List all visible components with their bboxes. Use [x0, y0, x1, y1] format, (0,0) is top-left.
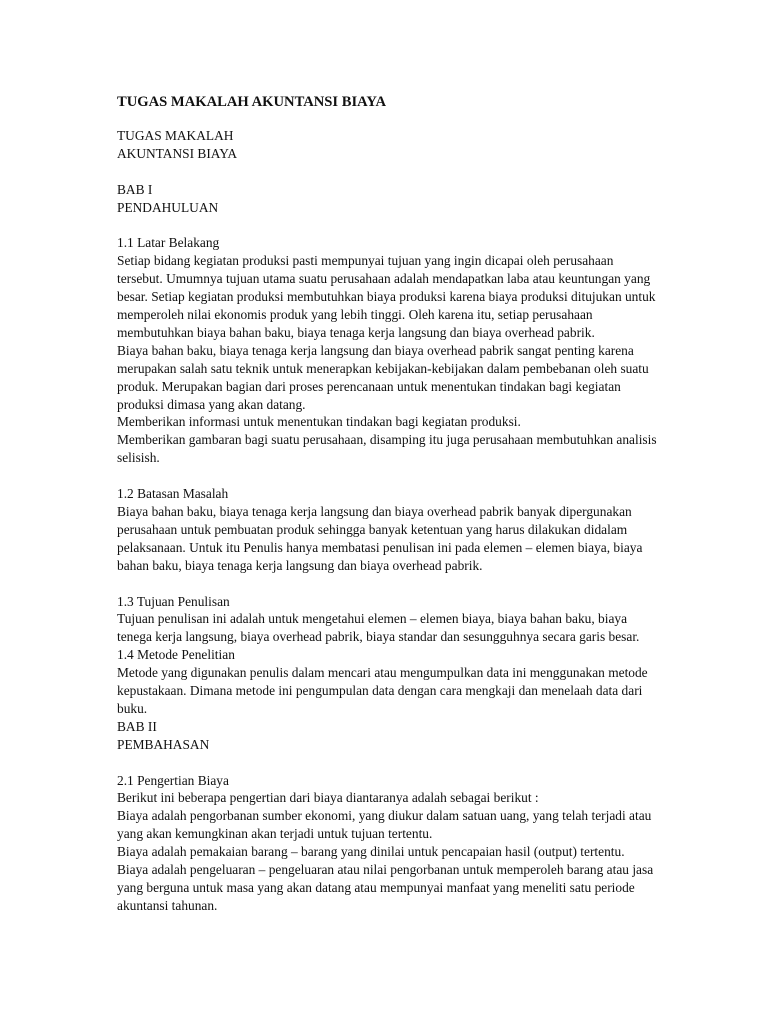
section-1-1-paragraph-4: Memberikan gambaran bagi suatu perusahaan, disamping itu juga perusahaan membutuhkan analisis selisish.: [117, 432, 657, 466]
section-2-1-paragraph-1: Berikut ini beberapa pengertian dari biaya diantaranya adalah sebagai berikut :: [117, 790, 539, 806]
subtitle-line-2: AKUNTANSI BIAYA: [117, 145, 238, 161]
chapter-2-label: BAB II: [117, 718, 157, 734]
chapter-2-title: PEMBAHASAN: [117, 736, 210, 752]
section-1-4-heading: 1.4 Metode Penelitian: [117, 647, 235, 663]
subtitle-line-1: TUGAS MAKALAH: [117, 128, 234, 143]
section-1-3-paragraph-1: Tujuan penulisan ini adalah untuk mengetahui elemen – elemen biaya, biaya bahan baku, biaya tenega kerja langsung, biaya overhead pabrik, biaya standar dan sesungguhnya secara garis besar.: [117, 611, 640, 645]
chapter-1-title: PENDAHULUAN: [117, 199, 219, 215]
section-1-2-paragraph-1: Biaya bahan baku, biaya tenaga kerja langsung dan biaya overhead pabrik banyak dipergunakan perusahaan untuk pembuatan produk sehingga banyak ketentuan yang harus dilakukan didalam pelaksanaan. Untuk itu Penulis hanya membatasi penulisan ini pada elemen – elemen biaya, biaya bahan baku, biaya tenaga kerja langsung dan biaya overhead pabrik.: [117, 503, 643, 573]
section-2-1-paragraph-2: Biaya adalah pengorbanan sumber ekonomi, yang diukur dalam satuan uang, yang telah terjadi atau yang akan kemungkinan akan terjadi untuk tujuan tertentu.: [117, 808, 652, 842]
section-1-1-heading: 1.1 Latar Belakang: [117, 235, 220, 251]
section-1-1-paragraph-3: Memberikan informasi untuk menentukan tindakan bagi kegiatan produksi.: [117, 414, 521, 430]
section-2-1-paragraph-4: Biaya adalah pengeluaran – pengeluaran atau nilai pengorbanan untuk memperoleh barang atau jasa yang berguna untuk masa yang akan datang atau mempunyai manfaat yang meneliti satu periode akuntansi tahunan.: [117, 862, 654, 913]
section-1-3-heading: 1.3 Tujuan Penulisan: [117, 593, 230, 609]
section-2-1-heading: 2.1 Pengertian Biaya: [117, 772, 229, 788]
section-2-1-paragraph-3: Biaya adalah pemakaian barang – barang yang dinilai untuk pencapaian hasil (output) tertentu.: [117, 844, 625, 860]
section-1-2-heading: 1.2 Batasan Masalah: [117, 486, 229, 502]
section-1-1-paragraph-2: Biaya bahan baku, biaya tenaga kerja langsung dan biaya overhead pabrik sangat penting karena merupakan salah satu teknik untuk menerapkan kebijakan-kebijakan dalam pembebanan oleh suatu produk. Merupakan bagian dari proses perencanaan untuk menentukan tindakan bagi kegiatan produksi dimasa yang akan datang.: [117, 342, 649, 412]
section-1-1-paragraph-1: Setiap bidang kegiatan produksi pasti mempunyai tujuan yang ingin dicapai oleh perusahaan tersebut. Umumnya tujuan utama suatu perusahaan adalah mendapatkan laba atau keuntungan yang besar. Setiap kegiatan produksi membutuhkan biaya produksi karena biaya produksi ditujukan untuk memperoleh nilai ekonomis produk yang lebih tinggi. Oleh karena itu, setiap perusahaan membutuhkan biaya bahan baku, biaya tenaga kerja langsung dan biaya overhead pabrik.: [117, 253, 656, 340]
document-body: [117, 93, 662, 915]
document-title: TUGAS MAKALAH AKUNTANSI BIAYA: [117, 94, 387, 110]
section-1-4-paragraph-1: Metode yang digunakan penulis dalam mencari atau mengumpulkan data ini menggunakan metode kepustakaan. Dimana metode ini pengumpulan data dengan cara mengkaji dan menelaah data dari buku.: [117, 665, 648, 716]
chapter-1-label: BAB I: [117, 181, 153, 197]
